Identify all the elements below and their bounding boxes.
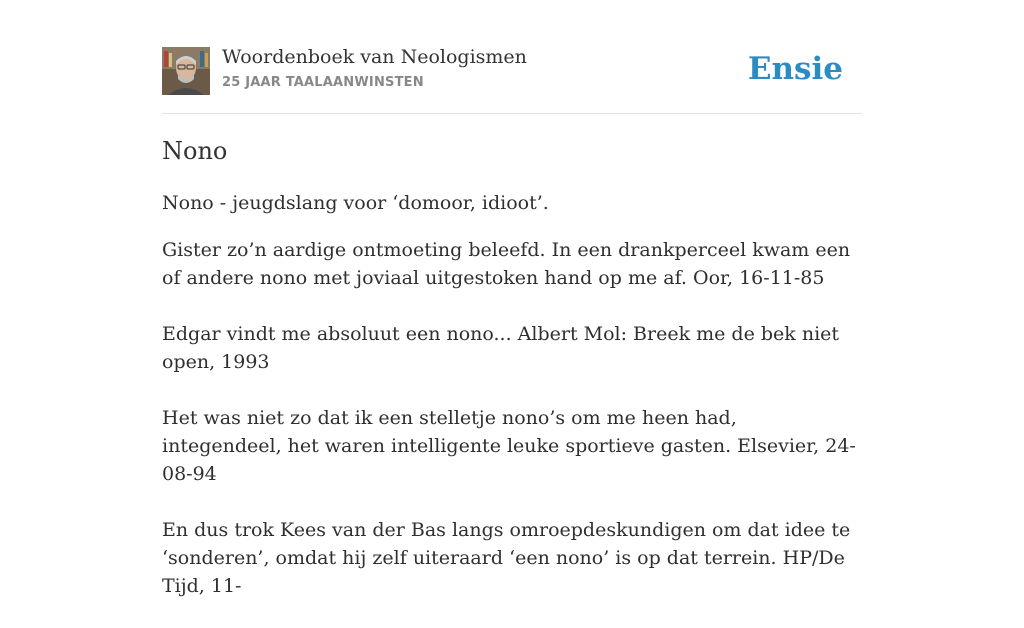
site-subtitle: 25 JAAR TAALAANWINSTEN: [222, 75, 424, 90]
quote-paragraph: Het was niet zo dat ik een stelletje nono’s om me heen had, integendeel, het waren intelligente leuke sportieve gasten. Elsevier, 24-08-94: [162, 407, 856, 485]
quote-paragraph: Gister zo’n aardige ontmoeting beleefd. In een drankperceel kwam een of andere nono met joviaal uitgestoken hand op me af. Oor, 16-11-85: [162, 239, 851, 289]
entry-content: [162, 189, 862, 628]
header-divider: [162, 113, 862, 114]
ensie-logo[interactable]: Ensie: [747, 51, 843, 87]
author-avatar[interactable]: [162, 47, 210, 95]
quote-paragraph: Edgar vindt me absoluut een nono... Albert Mol: Breek me de bek niet open, 1993: [162, 323, 840, 373]
quote-paragraph: En dus trok Kees van der Bas langs omroepdeskundigen om dat idee te ‘sonderen’, omdat hij zelf uiteraard ‘een nono’ is op dat terrein. HP/De Tijd, 11-: [162, 519, 851, 597]
entry-definition: Nono - jeugdslang voor ‘domoor, idioot’.: [162, 192, 549, 214]
entry-title: Nono: [162, 137, 228, 165]
site-title[interactable]: Woordenboek van Neologismen: [222, 46, 527, 68]
portrait-icon: [162, 47, 210, 95]
site-header: [162, 46, 862, 96]
